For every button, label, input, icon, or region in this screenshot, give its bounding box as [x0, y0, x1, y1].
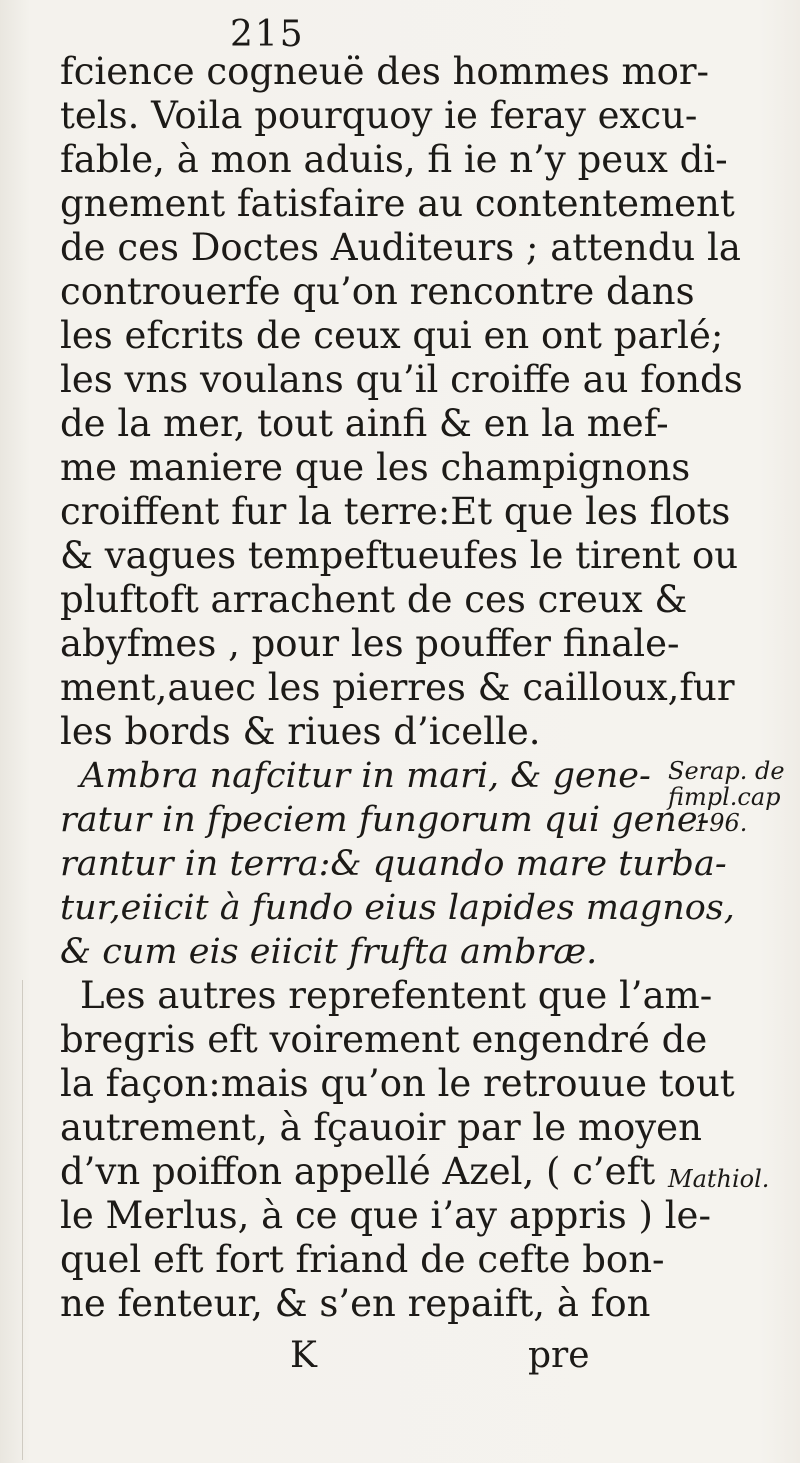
latin-quote-line: tur,eiicit à fundo eius lapides magnos,: [60, 888, 735, 928]
margin-note-line: fimpl.cap: [668, 783, 781, 811]
text-line: me maniere que les champignons: [60, 446, 691, 489]
text-line: les bords & riues d’icelle.: [60, 710, 541, 753]
latin-quote-line: ratur in fpeciem fungorum qui gene-: [60, 800, 710, 840]
text-line: pluftoft arrachent de ces creux &: [60, 578, 688, 621]
text-line: fable, à mon aduis, fi ie n’y peux di-: [60, 138, 728, 181]
text-line: & vagues tempeftueufes le tirent ou: [60, 534, 739, 577]
margin-note-serapion: [668, 758, 785, 836]
margin-note-line: Serap. de: [668, 757, 785, 785]
margin-note-line: Mathiol.: [668, 1165, 770, 1193]
margin-note-line: 196.: [694, 809, 748, 837]
text-line: bregris eft voirement engendré de: [60, 1018, 708, 1061]
catchword: pre: [528, 1335, 590, 1376]
signature-mark: K: [290, 1335, 317, 1376]
text-line: autrement, à fçauoir par le moyen: [60, 1106, 702, 1149]
text-line: fcience cogneuë des hommes mor-: [60, 50, 710, 93]
latin-quote-line: Ambra nafcitur in mari, & gene-: [80, 756, 651, 796]
text-line: le Merlus, à ce que i’ay appris ) le-: [60, 1194, 711, 1237]
text-line: gnement fatisfaire au contentement: [60, 182, 735, 225]
text-line: d’vn poiffon appellé Azel, ( c’eft: [60, 1150, 656, 1193]
text-line: la façon:mais qu’on le retrouue tout: [60, 1062, 735, 1105]
page-number: 215: [230, 14, 305, 55]
latin-quote-line: rantur in terra:& quando mare turba-: [60, 844, 727, 884]
text-line: tels. Voila pourquoy ie feray excu-: [60, 94, 698, 137]
text-line: les efcrits de ceux qui en ont parlé;: [60, 314, 724, 357]
text-line: croiffent fur la terre:Et que les flots: [60, 490, 731, 533]
text-line: quel eft fort friand de cefte bon-: [60, 1238, 665, 1281]
text-line: Les autres reprefentent que l’am-: [80, 974, 713, 1017]
latin-quote-line: & cum eis eiicit frufta ambræ.: [60, 932, 598, 972]
text-line: de ces Doctes Auditeurs ; attendu la: [60, 226, 741, 269]
text-line: controuerfe qu’on rencontre dans: [60, 270, 695, 313]
text-line: abyfmes , pour les pouffer finale-: [60, 622, 680, 665]
text-line: ment,auec les pierres & cailloux,fur: [60, 666, 735, 709]
text-line: ne fenteur, & s’en repaift, à fon: [60, 1282, 651, 1325]
page-edge-line: [22, 980, 23, 1460]
text-line: de la mer, tout ainfi & en la mef-: [60, 402, 669, 445]
margin-note-mathiol: [668, 1166, 769, 1192]
text-line: les vns voulans qu’il croiffe au fonds: [60, 358, 743, 401]
